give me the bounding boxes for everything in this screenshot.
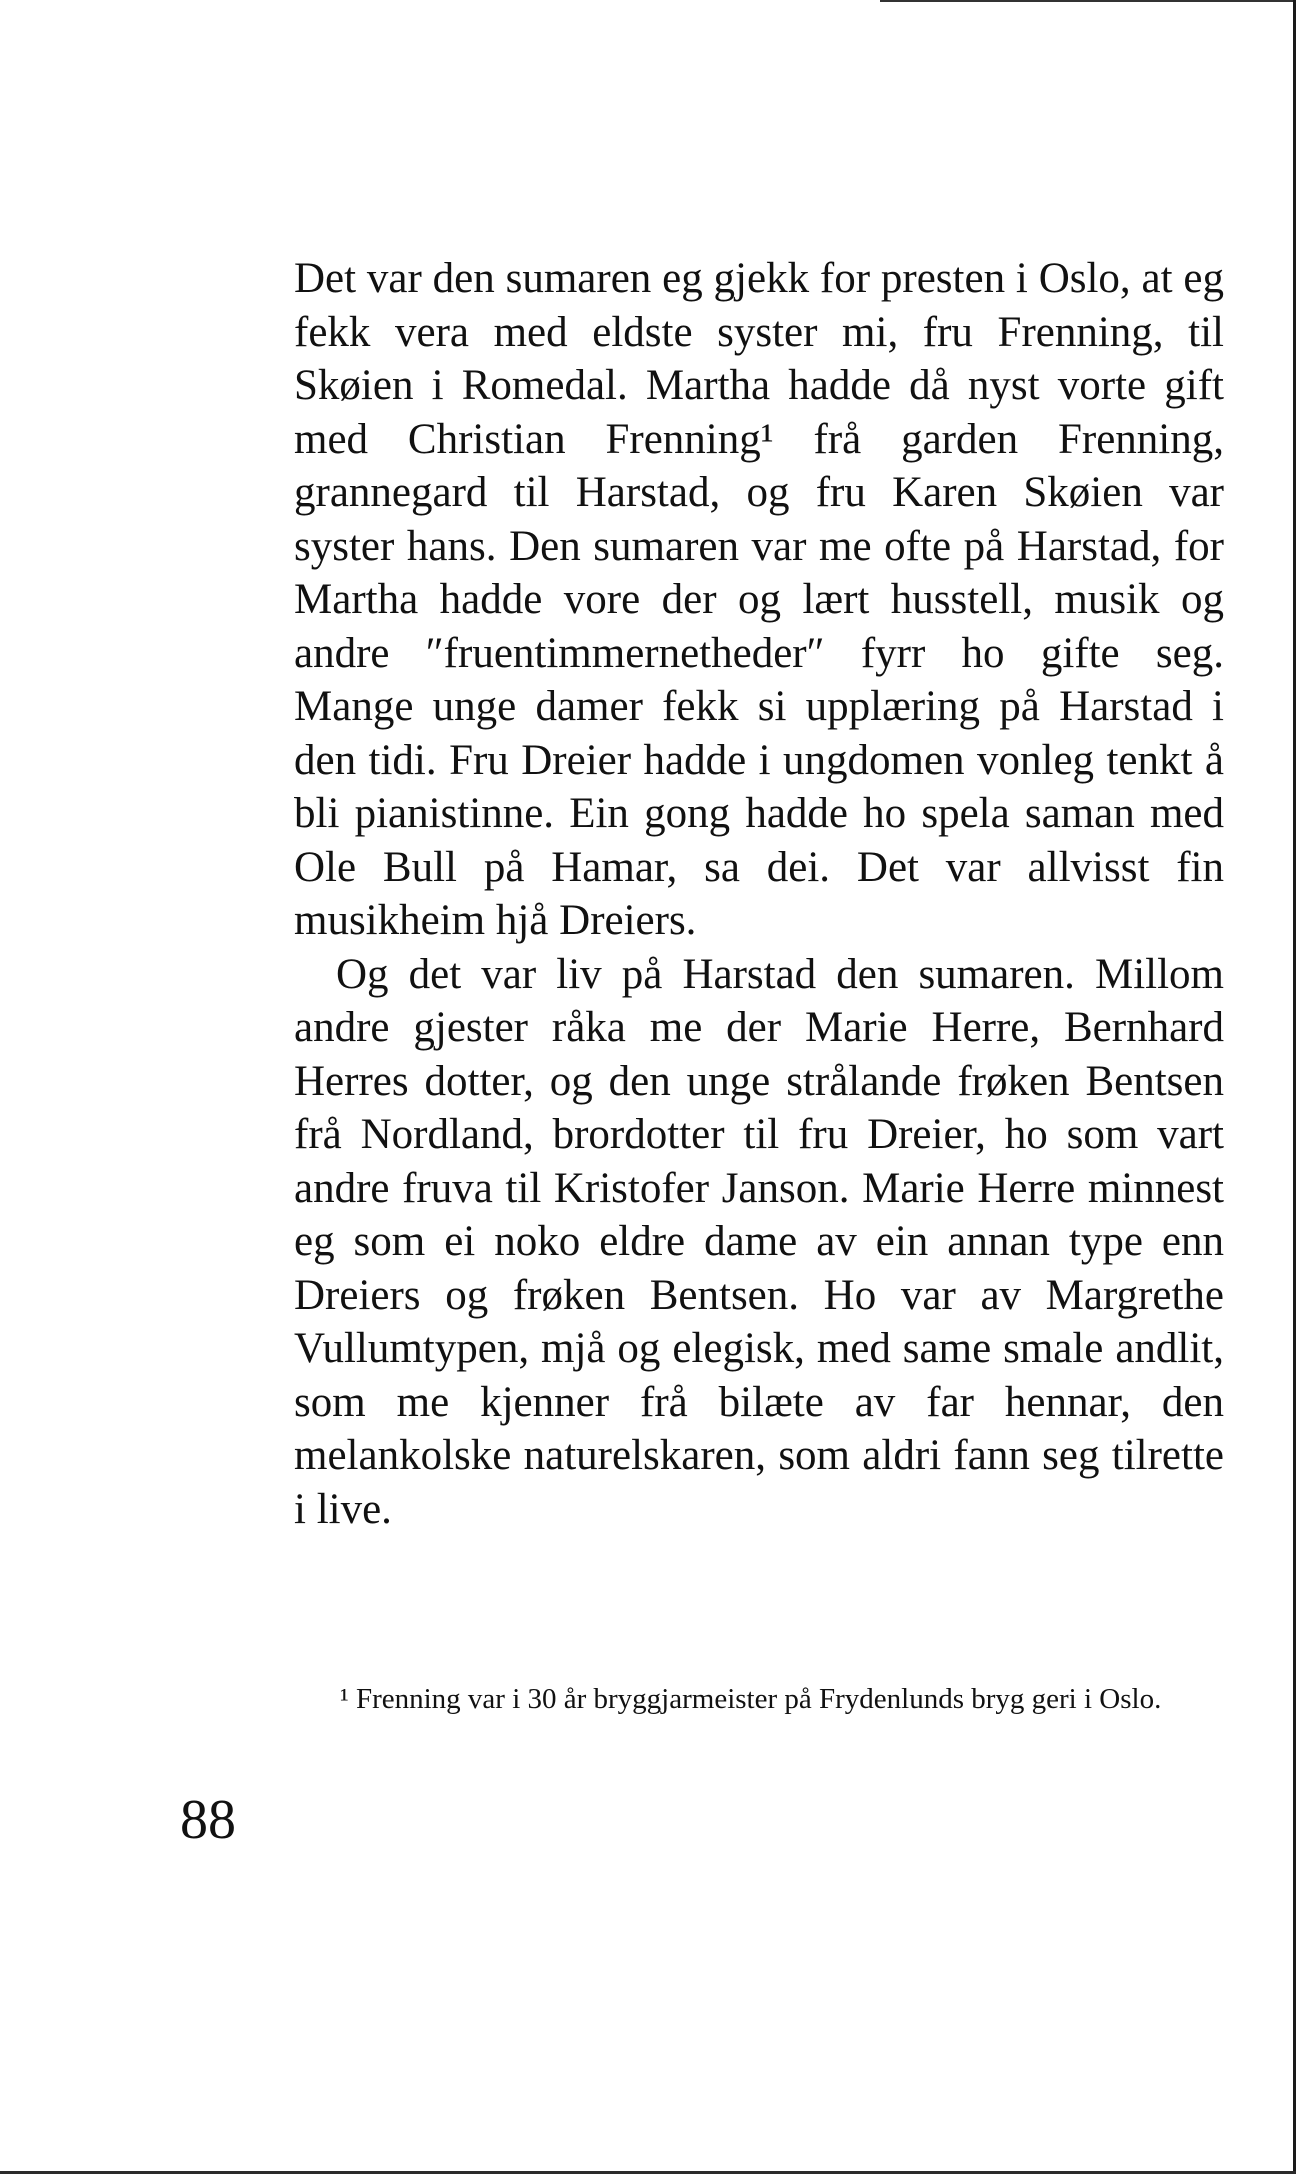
page-number: 88 (180, 1789, 236, 1851)
paragraph-1: Det var den sumaren eg gjekk for presten i Oslo, at eg fekk vera med eldste syster mi, fru Frenning, til Skøien i Romedal. Martha hadde då nyst vorte gift med Christian Frenning¹ frå garden Frenning, grannegard til Harstad, og fru Karen Skøien var syster hans. Den sumaren var me ofte på Harstad, for Martha hadde vore der og lært husstell, musik og andre ″fruentimmernetheder″ fyrr ho gifte seg. Mange unge damer fekk si upplæring på Harstad i den tidi. Fru Dreier hadde i ungdomen vonleg tenkt å bli pianistinne. Ein gong hadde ho spela saman med Ole Bull på Hamar, sa dei. Det var allvisst fin musikheim hjå Dreiers. (294, 255, 1224, 944)
scan-edge-top (880, 0, 1296, 2)
paragraph-2: Og det var liv på Harstad den sumaren. Millom andre gjester råka me der Marie Herre, Bernhard Herres dotter, og den unge strålande frøken Bentsen frå Nordland, brordotter til fru Dreier, ho som vart andre fruva til Kristofer Janson. Marie Herre minnest eg som ei noko eldre dame av ein annan type enn Dreiers og frøken Bentsen. Ho var av Margrethe Vullumtypen, mjå og elegisk, med same smale andlit, som me kjenner frå bilæte av far hennar, den melankolske naturelskaren, som aldri fann seg tilrette i live. (294, 950, 1224, 1533)
footnote: ¹ Frenning var i 30 år bryggjarmeister på Frydenlunds bryg geri i Oslo. (340, 1683, 1162, 1715)
body-text (294, 252, 1224, 1536)
